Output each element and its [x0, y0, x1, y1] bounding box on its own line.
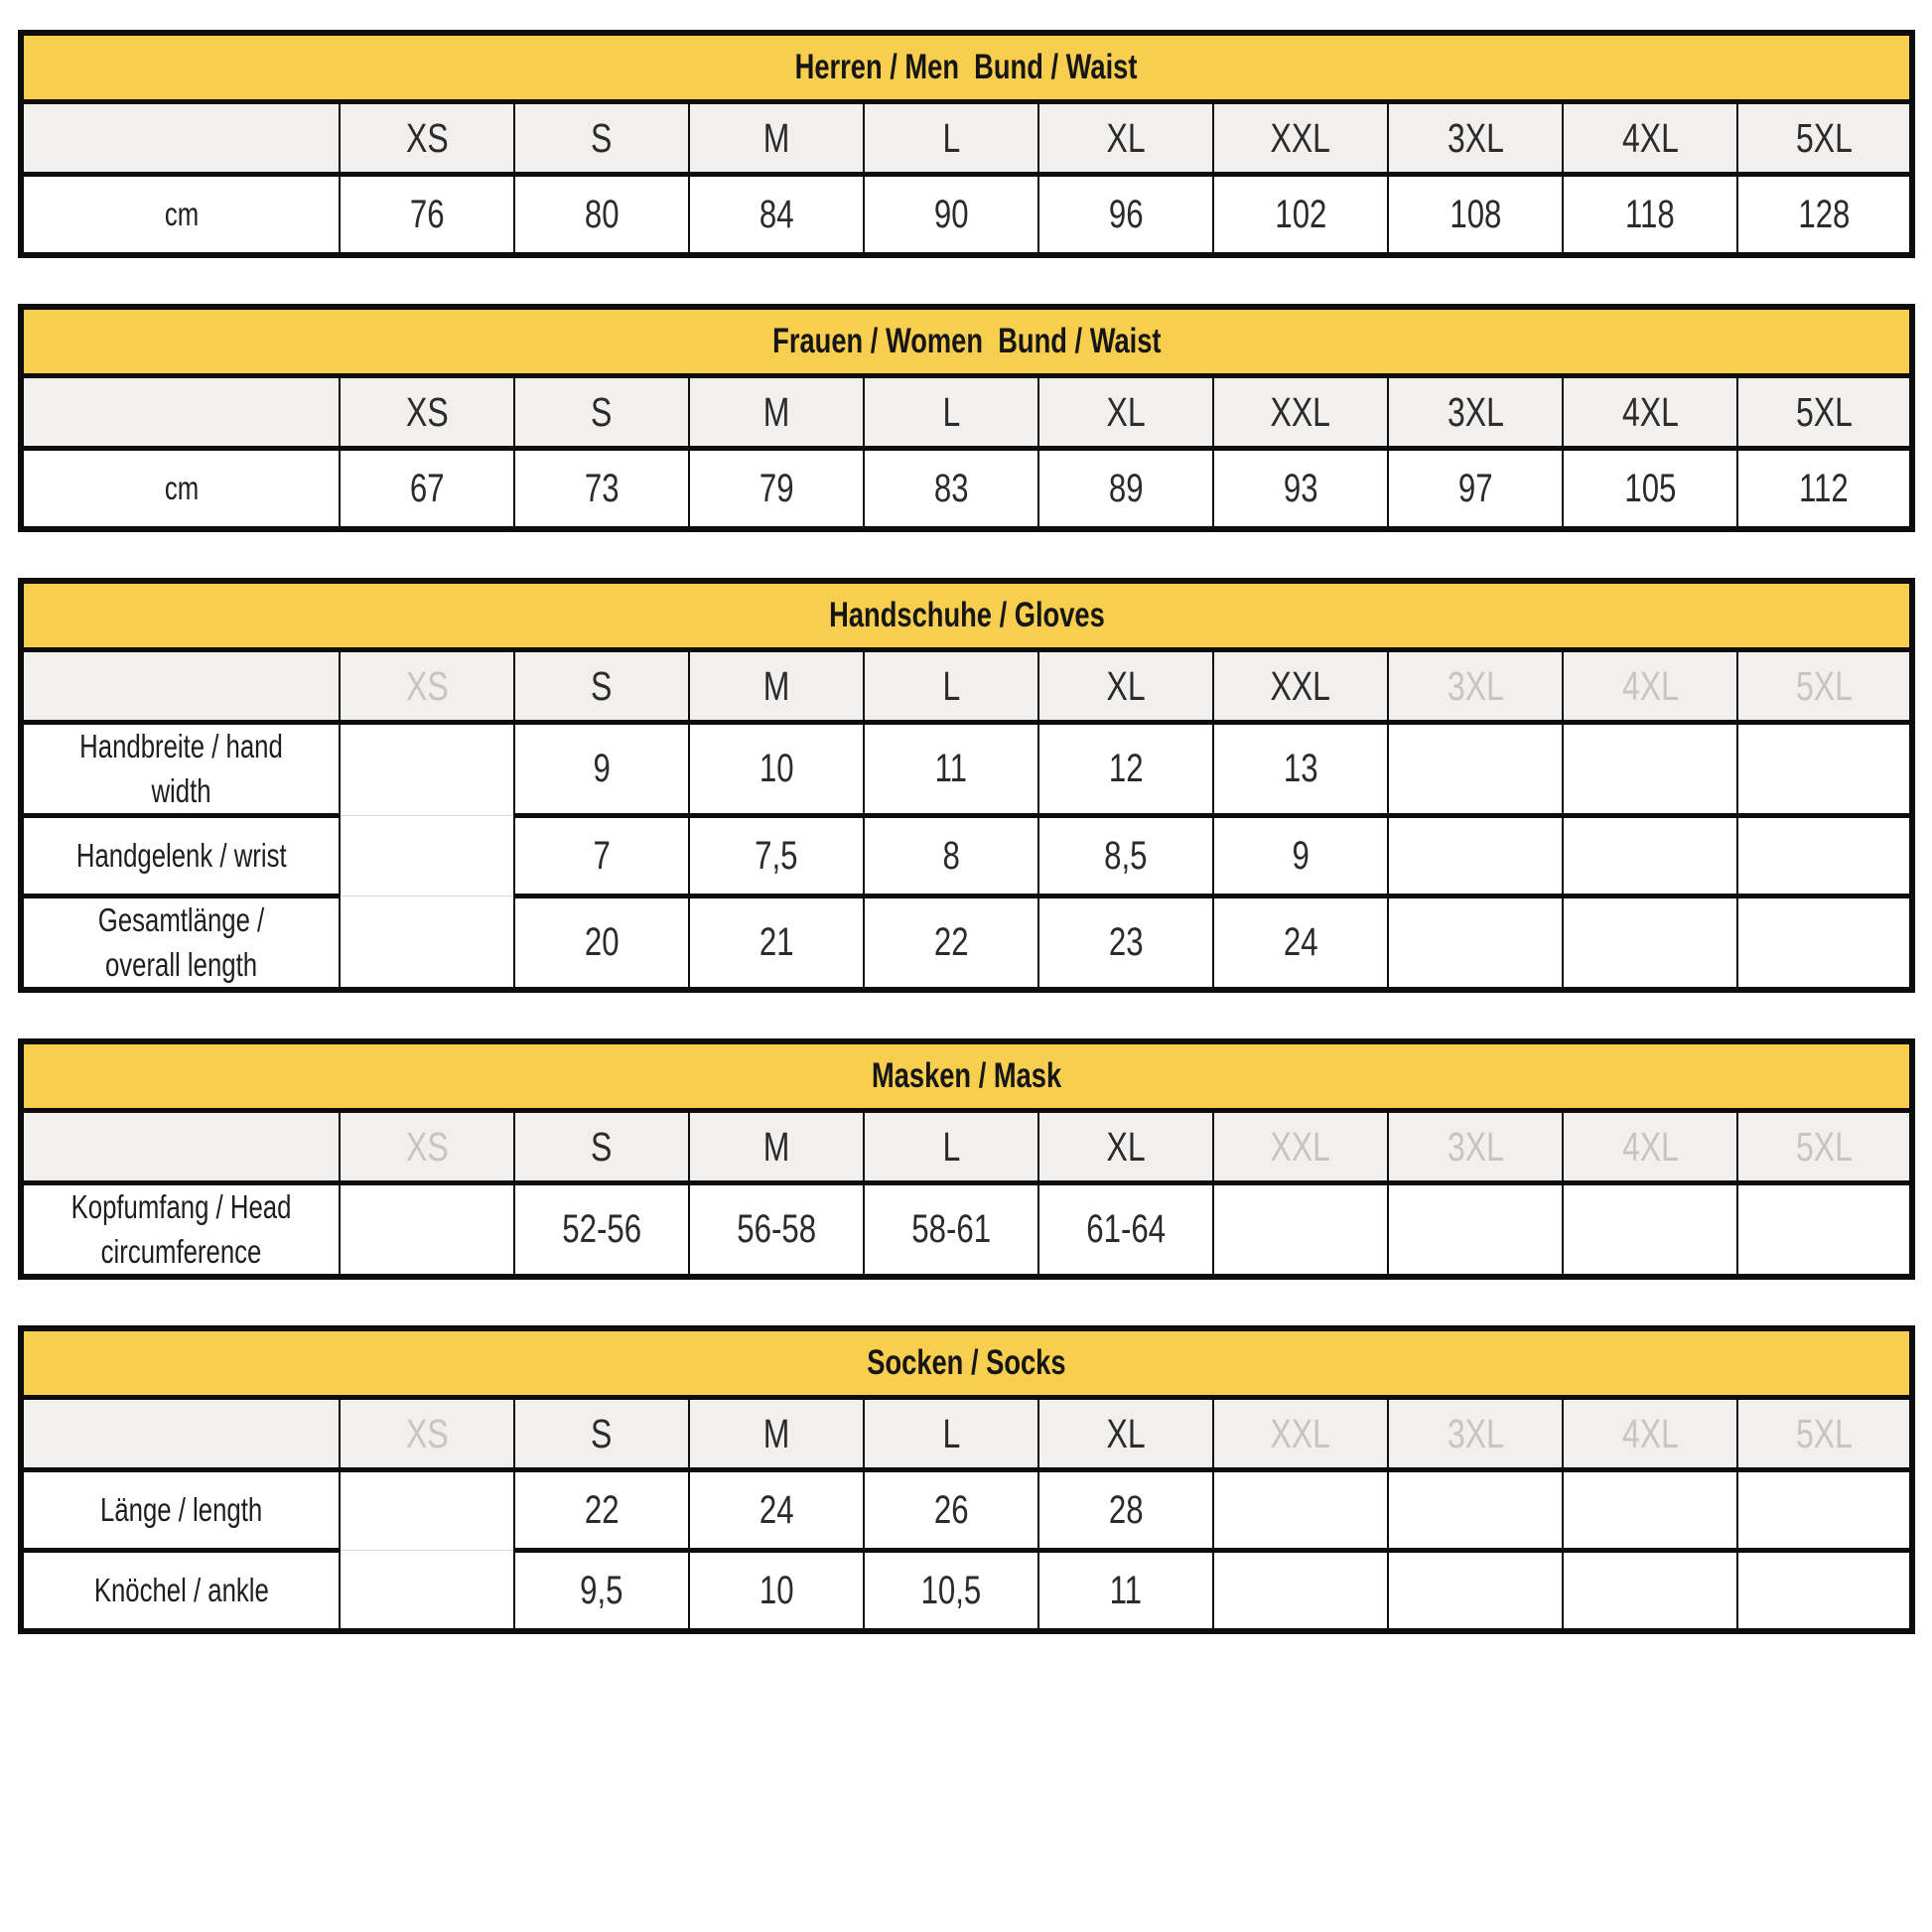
- size-header-cell: [864, 1398, 1038, 1470]
- corner-cell: [21, 1111, 340, 1183]
- size-header-cell: [1388, 376, 1563, 449]
- value-cell: 8: [864, 816, 1038, 897]
- table-title-cell: [21, 307, 1912, 376]
- row-label-cell: [21, 723, 340, 816]
- size-header-cell: [514, 650, 689, 723]
- size-header-cell: [1388, 1398, 1563, 1470]
- size-header-cell: [514, 1111, 689, 1183]
- size-header-cell: [514, 1398, 689, 1470]
- size-header-row: [21, 376, 1912, 449]
- size-label: XS: [405, 388, 449, 435]
- value-cell: 128: [1737, 175, 1912, 256]
- value-cell: [1563, 1183, 1737, 1278]
- size-label: 3XL: [1447, 388, 1504, 435]
- table-row: [21, 723, 1912, 816]
- size-label: XXL: [1270, 114, 1331, 161]
- value-cell: [340, 1470, 514, 1551]
- table-title-cell: [21, 1328, 1912, 1398]
- table-title: Frauen / Women Bund / Waist: [771, 322, 1162, 360]
- value-cell: 12: [1038, 723, 1213, 816]
- size-label: XXL: [1270, 1410, 1331, 1456]
- table-row: [21, 1470, 1912, 1551]
- value-cell: 97: [1388, 449, 1563, 530]
- size-header-row: [21, 1111, 1912, 1183]
- size-label: 3XL: [1447, 1410, 1504, 1456]
- value-cell: 108: [1388, 175, 1563, 256]
- value-cell: 7: [514, 816, 689, 897]
- size-label: 5XL: [1795, 114, 1853, 161]
- value-cell: 105: [1563, 449, 1737, 530]
- table-title-row: [21, 1041, 1912, 1111]
- value-cell: [1563, 723, 1737, 816]
- size-label: XS: [405, 1410, 449, 1456]
- value-cell: 11: [1038, 1551, 1213, 1632]
- value-cell: [1563, 1551, 1737, 1632]
- size-label: XL: [1106, 662, 1146, 709]
- table-mask: [18, 1038, 1915, 1280]
- value-cell: [1388, 723, 1563, 816]
- value-cell: [340, 897, 514, 991]
- size-header-cell: [1388, 650, 1563, 723]
- size-header-cell: [514, 102, 689, 175]
- size-header-row: [21, 650, 1912, 723]
- value-cell: 26: [864, 1470, 1038, 1551]
- size-header-cell: [1563, 102, 1737, 175]
- size-header-cell: [689, 1111, 864, 1183]
- table-title-row: [21, 307, 1912, 376]
- value-cell: [1388, 816, 1563, 897]
- value-cell: [1737, 1470, 1912, 1551]
- table-title-row: [21, 1328, 1912, 1398]
- size-header-cell: [1737, 650, 1912, 723]
- size-label: 4XL: [1621, 388, 1679, 435]
- size-header-cell: [1038, 650, 1213, 723]
- size-header-cell: [1213, 1111, 1388, 1183]
- size-label: 4XL: [1621, 662, 1679, 709]
- size-header-cell: [1388, 1111, 1563, 1183]
- size-label: 3XL: [1447, 662, 1504, 709]
- value-cell: 58-61: [864, 1183, 1038, 1278]
- value-cell: 13: [1213, 723, 1388, 816]
- size-header-cell: [1737, 1111, 1912, 1183]
- value-cell: 23: [1038, 897, 1213, 991]
- value-cell: [1388, 897, 1563, 991]
- size-header-cell: [1213, 376, 1388, 449]
- size-label: 3XL: [1447, 114, 1504, 161]
- size-label: XL: [1106, 1123, 1146, 1170]
- table-gloves: [18, 578, 1915, 993]
- value-cell: [1737, 1183, 1912, 1278]
- size-label: XXL: [1270, 1123, 1331, 1170]
- table-row: [21, 449, 1912, 530]
- size-label: XXL: [1270, 388, 1331, 435]
- row-label-cell: [21, 1470, 340, 1551]
- size-label: M: [762, 1410, 790, 1456]
- value-cell: 84: [689, 175, 864, 256]
- size-label: M: [762, 388, 790, 435]
- value-cell: 90: [864, 175, 1038, 256]
- size-label: L: [942, 1123, 960, 1170]
- size-header-cell: [340, 102, 514, 175]
- value-cell: [1388, 1183, 1563, 1278]
- size-label: 4XL: [1621, 1410, 1679, 1456]
- value-cell: [1388, 1470, 1563, 1551]
- size-label: M: [762, 662, 790, 709]
- size-header-row: [21, 1398, 1912, 1470]
- table-row: [21, 1551, 1912, 1632]
- size-header-cell: [1038, 102, 1213, 175]
- value-cell: 93: [1213, 449, 1388, 530]
- value-cell: [1563, 897, 1737, 991]
- size-label: L: [942, 114, 960, 161]
- row-label: Handbreite / hand width: [79, 728, 290, 809]
- table-socks: [18, 1325, 1915, 1634]
- value-cell: 11: [864, 723, 1038, 816]
- size-label: 5XL: [1795, 1410, 1853, 1456]
- value-cell: 24: [1213, 897, 1388, 991]
- size-header-cell: [1038, 1398, 1213, 1470]
- size-label: XL: [1106, 388, 1146, 435]
- value-cell: [1737, 816, 1912, 897]
- size-header-cell: [689, 102, 864, 175]
- corner-cell: [21, 376, 340, 449]
- size-header-cell: [1737, 1398, 1912, 1470]
- table-row: [21, 897, 1912, 991]
- value-cell: [1213, 1183, 1388, 1278]
- size-label: M: [762, 114, 790, 161]
- corner-cell: [21, 650, 340, 723]
- value-cell: 24: [689, 1470, 864, 1551]
- corner-cell: [21, 1398, 340, 1470]
- row-label: cm: [164, 469, 199, 506]
- row-label: Länge / length: [99, 1491, 263, 1528]
- size-header-cell: [1213, 650, 1388, 723]
- table-title-cell: [21, 581, 1912, 650]
- size-header-cell: [1737, 102, 1912, 175]
- row-label: Kopfumfang / Head circumference: [70, 1188, 299, 1270]
- table-row: [21, 816, 1912, 897]
- table-title: Masken / Mask: [871, 1056, 1062, 1096]
- value-cell: 73: [514, 449, 689, 530]
- size-label: XS: [405, 1123, 449, 1170]
- table-title-cell: [21, 33, 1912, 102]
- value-cell: 96: [1038, 175, 1213, 256]
- row-label-cell: [21, 1183, 340, 1278]
- size-header-cell: [340, 1398, 514, 1470]
- size-header-cell: [1038, 1111, 1213, 1183]
- value-cell: 8,5: [1038, 816, 1213, 897]
- value-cell: [1563, 1470, 1737, 1551]
- size-header-cell: [1563, 376, 1737, 449]
- size-label: 5XL: [1795, 1123, 1853, 1170]
- value-cell: [1388, 1551, 1563, 1632]
- size-label: L: [942, 662, 960, 709]
- size-label: S: [591, 114, 613, 161]
- corner-cell: [21, 102, 340, 175]
- value-cell: [1213, 1551, 1388, 1632]
- row-label-cell: [21, 816, 340, 897]
- value-cell: 67: [340, 449, 514, 530]
- value-cell: 9,5: [514, 1551, 689, 1632]
- value-cell: [340, 1551, 514, 1632]
- size-header-cell: [1737, 376, 1912, 449]
- value-cell: [1737, 897, 1912, 991]
- value-cell: 22: [864, 897, 1038, 991]
- size-label: 4XL: [1621, 1123, 1679, 1170]
- size-header-cell: [340, 376, 514, 449]
- size-label: XS: [405, 114, 449, 161]
- value-cell: 61-64: [1038, 1183, 1213, 1278]
- row-label: cm: [164, 195, 199, 232]
- table-women-waist: [18, 304, 1915, 532]
- value-cell: [1737, 1551, 1912, 1632]
- row-label-cell: [21, 897, 340, 991]
- value-cell: 79: [689, 449, 864, 530]
- table-row: [21, 175, 1912, 256]
- size-label: S: [591, 1123, 613, 1170]
- size-header-cell: [1563, 1111, 1737, 1183]
- size-header-cell: [1038, 376, 1213, 449]
- table-title: Socken / Socks: [867, 1343, 1066, 1383]
- table-men-waist: [18, 30, 1915, 258]
- size-header-cell: [1213, 1398, 1388, 1470]
- size-header-cell: [864, 102, 1038, 175]
- size-label: S: [591, 662, 613, 709]
- value-cell: 10,5: [864, 1551, 1038, 1632]
- size-header-cell: [689, 1398, 864, 1470]
- table-title: Handschuhe / Gloves: [828, 596, 1105, 634]
- size-label: L: [942, 388, 960, 435]
- row-label-cell: [21, 1551, 340, 1632]
- value-cell: 22: [514, 1470, 689, 1551]
- value-cell: [340, 816, 514, 897]
- row-label: Knöchel / ankle: [93, 1572, 269, 1608]
- size-label: 5XL: [1795, 662, 1853, 709]
- size-header-cell: [864, 376, 1038, 449]
- row-label: Gesamtlänge / overall length: [97, 901, 272, 983]
- table-title-row: [21, 33, 1912, 102]
- size-header-cell: [514, 376, 689, 449]
- value-cell: 7,5: [689, 816, 864, 897]
- value-cell: 9: [514, 723, 689, 816]
- size-header-cell: [689, 650, 864, 723]
- size-header-cell: [1563, 650, 1737, 723]
- value-cell: 9: [1213, 816, 1388, 897]
- value-cell: 76: [340, 175, 514, 256]
- value-cell: 83: [864, 449, 1038, 530]
- size-header-cell: [864, 650, 1038, 723]
- size-label: 3XL: [1447, 1123, 1504, 1170]
- size-label: M: [762, 1123, 790, 1170]
- value-cell: 56-58: [689, 1183, 864, 1278]
- value-cell: [1563, 816, 1737, 897]
- size-label: XXL: [1270, 662, 1331, 709]
- value-cell: 20: [514, 897, 689, 991]
- value-cell: 102: [1213, 175, 1388, 256]
- size-label: XL: [1106, 1410, 1146, 1456]
- row-label-cell: [21, 449, 340, 530]
- size-header-cell: [340, 1111, 514, 1183]
- size-label: 5XL: [1795, 388, 1853, 435]
- value-cell: 10: [689, 1551, 864, 1632]
- value-cell: 10: [689, 723, 864, 816]
- size-label: XL: [1106, 114, 1146, 161]
- value-cell: 112: [1737, 449, 1912, 530]
- size-label: XS: [405, 662, 449, 709]
- value-cell: 118: [1563, 175, 1737, 256]
- row-label: Handgelenk / wrist: [75, 836, 287, 874]
- row-label-cell: [21, 175, 340, 256]
- table-title-row: [21, 581, 1912, 650]
- size-header-cell: [340, 650, 514, 723]
- value-cell: 21: [689, 897, 864, 991]
- value-cell: [1737, 723, 1912, 816]
- size-header-cell: [1388, 102, 1563, 175]
- size-label: S: [591, 1410, 613, 1456]
- value-cell: 52-56: [514, 1183, 689, 1278]
- table-title: Herren / Men Bund / Waist: [795, 48, 1138, 86]
- value-cell: 28: [1038, 1470, 1213, 1551]
- size-header-cell: [864, 1111, 1038, 1183]
- table-title-cell: [21, 1041, 1912, 1111]
- size-label: L: [942, 1410, 960, 1456]
- size-header-cell: [689, 376, 864, 449]
- value-cell: [1213, 1470, 1388, 1551]
- value-cell: 80: [514, 175, 689, 256]
- size-label: S: [591, 388, 613, 435]
- size-header-cell: [1563, 1398, 1737, 1470]
- value-cell: 89: [1038, 449, 1213, 530]
- value-cell: [340, 723, 514, 816]
- size-header-cell: [1213, 102, 1388, 175]
- value-cell: [340, 1183, 514, 1278]
- table-row: [21, 1183, 1912, 1278]
- size-label: 4XL: [1621, 114, 1679, 161]
- size-header-row: [21, 102, 1912, 175]
